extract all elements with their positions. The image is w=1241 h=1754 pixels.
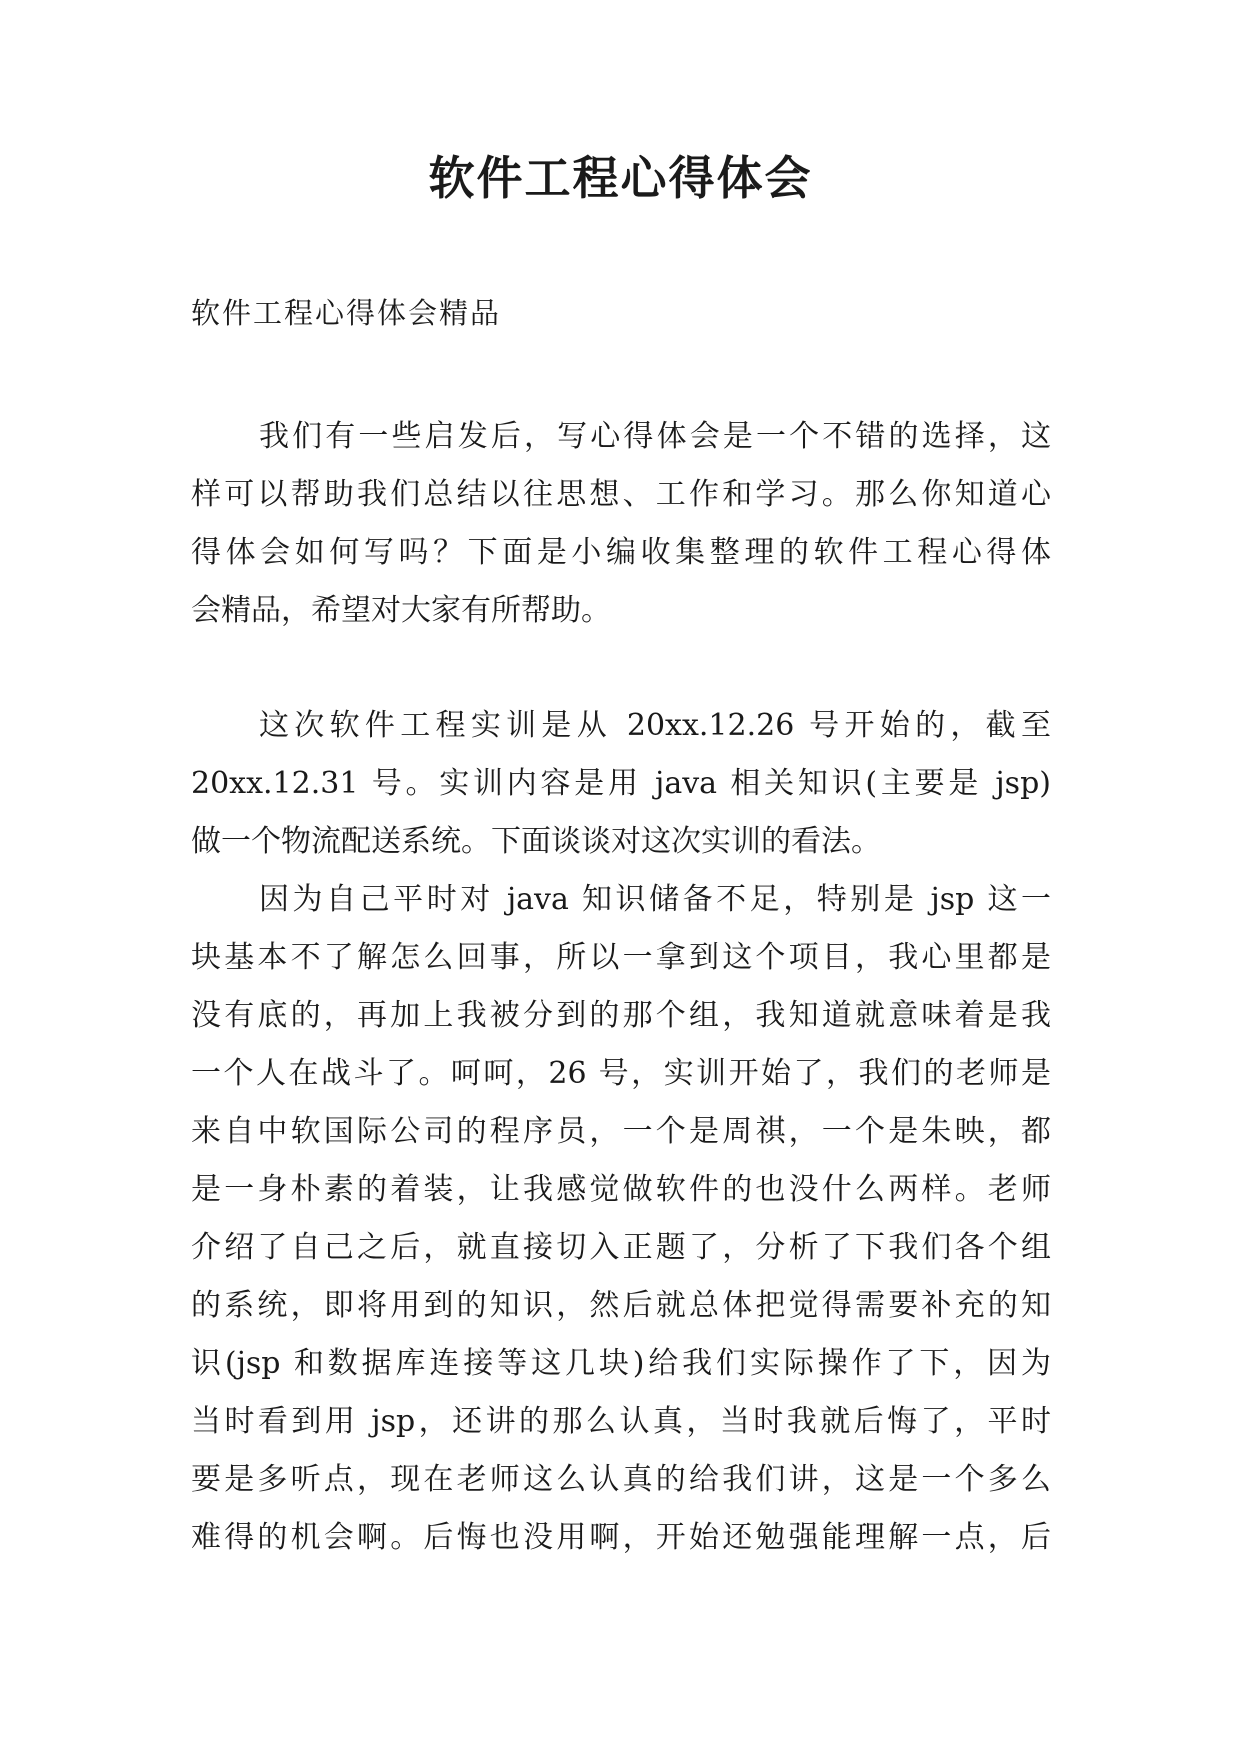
paragraph-line: 要是多听点，现在老师这么认真的给我们讲，这是一个多么: [191, 1462, 1051, 1497]
paragraph-line: 来自中软国际公司的程序员，一个是周祺，一个是朱映，都: [191, 1114, 1051, 1149]
paragraph-line: 得体会如何写吗？下面是小编收集整理的软件工程心得体: [191, 535, 1051, 570]
paragraph-line: 这次软件工程实训是从 20xx.12.26 号开始的，截至: [259, 708, 1051, 743]
paragraph-line: 20xx.12.31 号。实训内容是用 java 相关知识(主要是 jsp): [191, 766, 1051, 801]
document-subtitle: 软件工程心得体会精品: [191, 296, 502, 330]
paragraph-line: 的系统，即将用到的知识，然后就总体把觉得需要补充的知: [191, 1288, 1051, 1323]
paragraph-line: 是一身朴素的着装，让我感觉做软件的也没什么两样。老师: [191, 1172, 1051, 1207]
paragraph-intro: [191, 408, 1051, 640]
paragraph-line: 介绍了自己之后，就直接切入正题了，分析了下我们各个组: [191, 1230, 1051, 1265]
paragraph-line: 难得的机会啊。后悔也没用啊，开始还勉强能理解一点，后: [191, 1520, 1051, 1555]
paragraph-line: 做一个物流配送系统。下面谈谈对这次实训的看法。: [191, 824, 881, 859]
paragraph-line: 一个人在战斗了。呵呵，26 号，实训开始了，我们的老师是: [191, 1056, 1051, 1091]
paragraph-line: 当时看到用 jsp，还讲的那么认真，当时我就后悔了，平时: [191, 1404, 1051, 1439]
paragraph-line: 块基本不了解怎么回事，所以一拿到这个项目，我心里都是: [191, 940, 1051, 975]
paragraph-training: [191, 697, 1051, 871]
paragraph-line: 因为自己平时对 java 知识储备不足，特别是 jsp 这一: [259, 882, 1051, 917]
paragraph-experience: [191, 871, 1051, 1567]
paragraph-line: 我们有一些启发后，写心得体会是一个不错的选择，这: [259, 419, 1051, 454]
paragraph-line: 没有底的，再加上我被分到的那个组，我知道就意味着是我: [191, 998, 1051, 1033]
paragraph-line: 样可以帮助我们总结以往思想、工作和学习。那么你知道心: [191, 477, 1051, 512]
paragraph-line: 识(jsp 和数据库连接等这几块)给我们实际操作了下，因为: [191, 1346, 1051, 1381]
paragraph-line: 会精品，希望对大家有所帮助。: [191, 593, 611, 628]
document-title: 软件工程心得体会: [428, 151, 813, 205]
